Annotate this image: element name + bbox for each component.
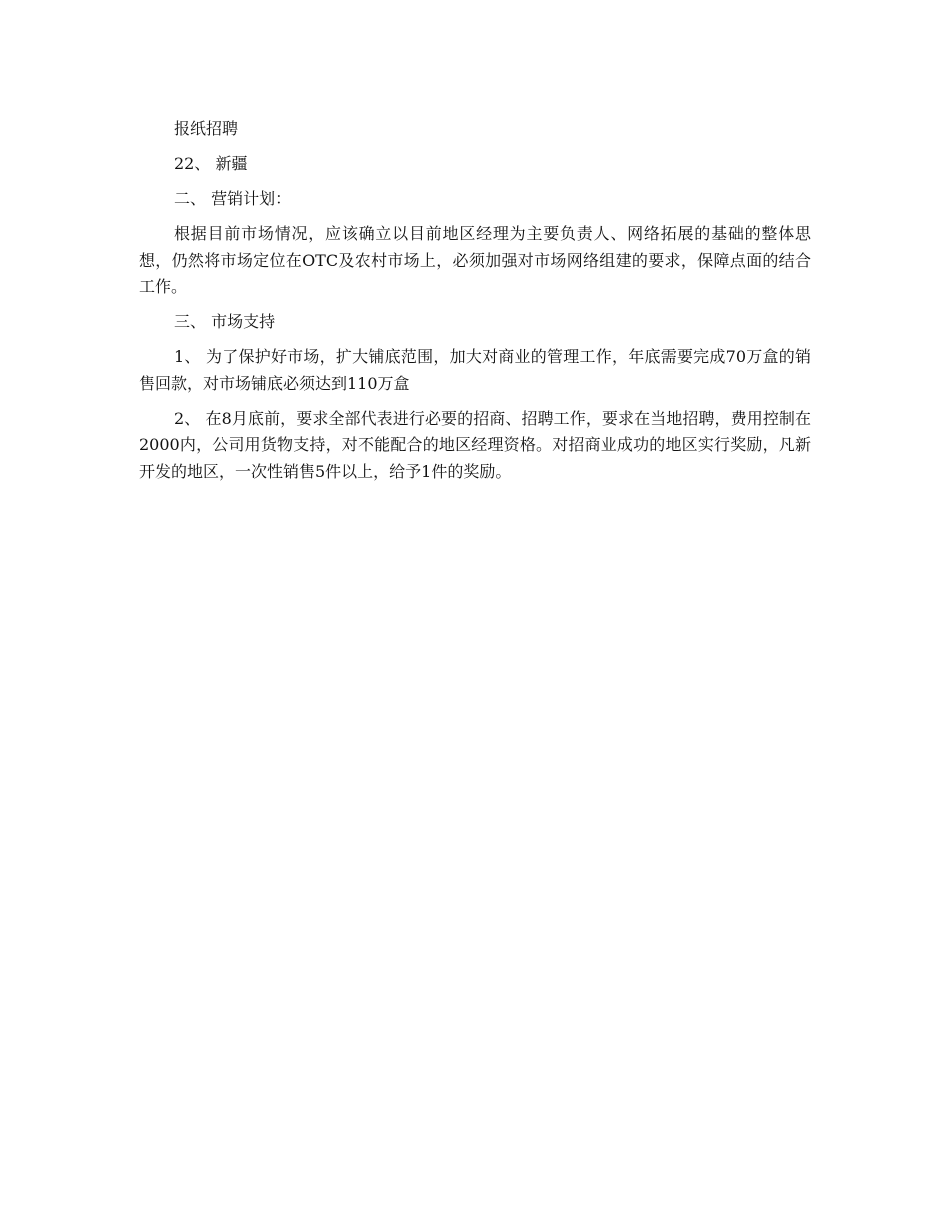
paragraph-xinjiang: 22、 新疆	[174, 154, 248, 173]
paragraph-support-item-1: 1、 为了保护好市场，扩大铺底范围，加大对商业的管理工作，年底需要完成70万盒的销售回款，对市场铺底必须达到110万盒	[139, 347, 811, 393]
section-heading-market-support: 三、 市场支持	[174, 312, 276, 331]
document-body	[139, 116, 811, 494]
paragraph-newspaper-recruitment: 报纸招聘	[174, 119, 239, 138]
paragraph-support-item-2: 2、 在8月底前，要求全部代表进行必要的招商、招聘工作，要求在当地招聘，费用控制在2000内，公司用货物支持，对不能配合的地区经理资格。对招商业成功的地区实行奖励，凡新开发的地区，一次性销售5件以上，给予1件的奖励。	[139, 408, 811, 481]
paragraph-market-strategy: 根据目前市场情况，应该确立以目前地区经理为主要负责人、网络拓展的基础的整体思想，仍然将市场定位在OTC及农村市场上，必须加强对市场网络组建的要求，保障点面的结合工作。	[139, 224, 811, 296]
section-heading-marketing-plan: 二、 营销计划：	[174, 189, 292, 208]
